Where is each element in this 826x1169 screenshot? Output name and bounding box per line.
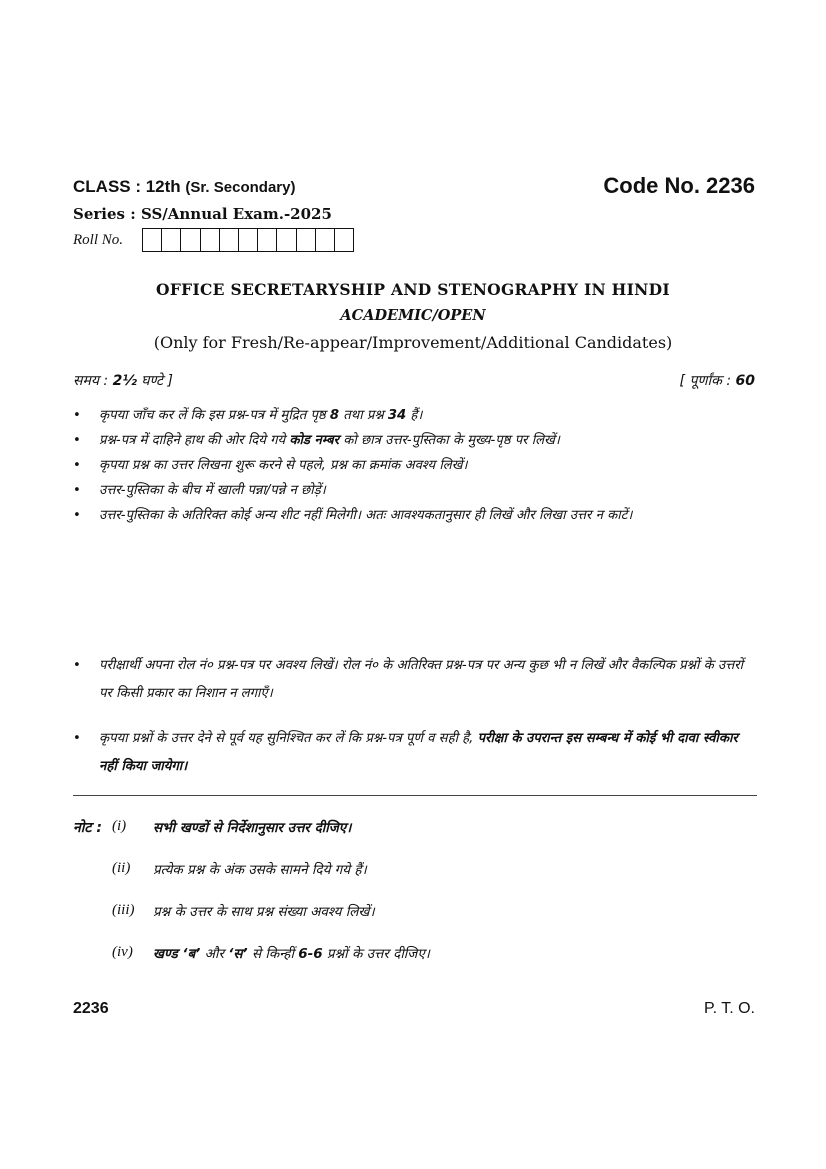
instruction-text: तथा प्रश्न [339, 408, 388, 423]
note-text-bold: ‘ब’ [182, 946, 201, 962]
roll-no-boxes[interactable] [142, 228, 354, 252]
series-line: Series : SS/Annual Exam.-2025 [73, 205, 332, 223]
class-line [73, 177, 295, 197]
time-label: समय : [73, 373, 113, 389]
bullet-icon: • [73, 508, 81, 523]
bullet-icon: • [73, 658, 81, 673]
divider [73, 795, 757, 796]
note-text: प्रश्न के उत्तर के साथ प्रश्न संख्या अवश्य लिखें। [153, 904, 375, 920]
instruction-item [73, 478, 757, 503]
roll-digit-box[interactable] [316, 229, 335, 251]
instruction-text: को छात्र उत्तर-पुस्तिका के मुख्य-पृष्ठ पर लिखें। [339, 433, 560, 448]
note-text-part: से किन्हीं [247, 946, 299, 962]
note-text-part: और [200, 946, 229, 962]
note-heading: नोट : [73, 820, 102, 836]
roll-digit-box[interactable] [220, 229, 239, 251]
instruction-bold: 34 [387, 408, 407, 423]
roll-digit-box[interactable] [239, 229, 258, 251]
note-text-bold: 6-6 [298, 946, 323, 962]
max-marks [680, 371, 755, 390]
roll-digit-box[interactable] [258, 229, 277, 251]
bullet-icon: • [73, 433, 81, 448]
roll-digit-box[interactable] [143, 229, 162, 251]
roll-digit-box[interactable] [162, 229, 181, 251]
roll-digit-box[interactable] [277, 229, 296, 251]
instruction-text: कृपया प्रश्न का उत्तर लिखना शुरू करने से पहले, प्रश्न का क्रमांक अवश्य लिखें। [99, 458, 468, 473]
note-item [112, 902, 135, 919]
candidates-note: (Only for Fresh/Re-appear/Improvement/Additional Candidates) [153, 333, 673, 352]
note-text: प्रत्येक प्रश्न के अंक उसके सामने दिये गये हैं। [153, 862, 367, 878]
note-text [153, 818, 351, 836]
note-text-bold: सभी खण्डों से निर्देशानुसार उत्तर दीजिए। [153, 820, 352, 836]
note-number: (iii) [112, 902, 135, 918]
note-text [153, 944, 430, 962]
instruction-item [73, 428, 757, 453]
roll-no-label: Roll No. [73, 232, 124, 248]
instruction-item [73, 403, 757, 428]
marks-label: [ पूर्णांक : [679, 373, 736, 389]
instruction-text: कृपया जाँच कर लें कि इस प्रश्न-पत्र में मुद्रित पृष्ठ [99, 408, 330, 423]
instruction-text: प्रश्न-पत्र में दाहिने हाथ की ओर दिये गये [99, 433, 290, 448]
instruction-bold: परीक्षा के उपरान्त इस सम्बन्ध में कोई भी दावा स्वीकार नहीं किया जायेगा। [99, 731, 738, 774]
instruction-text: हैं। [406, 408, 423, 423]
stream-label: ACADEMIC/OPEN [340, 307, 486, 324]
instruction-item [73, 652, 757, 708]
instruction-bold: कोड नम्बर [289, 433, 340, 448]
instruction-item [73, 453, 757, 478]
note-number: (i) [112, 818, 127, 834]
instruction-text: उत्तर-पुस्तिका के बीच में खाली पन्ना/पन्ने न छोड़ें। [99, 483, 326, 498]
roll-digit-box[interactable] [297, 229, 316, 251]
note-text-bold: खण्ड [153, 946, 183, 962]
instruction-bold: 8 [329, 408, 340, 423]
time-unit: घण्टे ] [136, 373, 174, 389]
time-allowed [73, 371, 173, 390]
roll-digit-box[interactable] [335, 229, 353, 251]
footer-code: 2236 [73, 1000, 109, 1017]
footer-pto: P. T. O. [704, 1000, 755, 1017]
instructions-top [73, 403, 757, 528]
roll-digit-box[interactable] [181, 229, 200, 251]
note-item [112, 944, 133, 961]
note-number: (iv) [112, 944, 133, 960]
bullet-icon: • [73, 458, 81, 473]
bullet-icon: • [73, 483, 81, 498]
class-sub: (Sr. Secondary) [185, 179, 296, 196]
instruction-item [73, 725, 757, 781]
bullet-icon: • [73, 408, 81, 423]
instruction-text: कृपया प्रश्नों के उत्तर देने से पूर्व यह सुनिश्चित कर लें कि प्रश्न-पत्र पूर्ण व सही है, [99, 731, 478, 746]
note-text-part: प्रश्नों के उत्तर दीजिए। [322, 946, 430, 962]
time-value: 2½ [112, 373, 137, 389]
note-text-bold: ‘स’ [228, 946, 248, 962]
roll-digit-box[interactable] [201, 229, 220, 251]
note-item [112, 860, 130, 877]
class-label: CLASS : 12th [73, 177, 181, 196]
instructions-bottom [73, 652, 757, 798]
note-label [73, 818, 102, 837]
bullet-icon: • [73, 731, 81, 746]
subject-title: OFFICE SECRETARYSHIP AND STENOGRAPHY IN HINDI [156, 280, 670, 299]
marks-value: 60 [735, 373, 755, 389]
instruction-text: उत्तर-पुस्तिका के अतिरिक्त कोई अन्य शीट नहीं मिलेगी। अतः आवश्यकतानुसार ही लिखें और लिखा उत्तर न काटें। [99, 508, 633, 523]
note-item [112, 818, 126, 835]
instruction-item [73, 503, 757, 528]
code-number: Code No. 2236 [603, 173, 755, 198]
note-number: (ii) [112, 860, 131, 876]
instruction-text: परीक्षार्थी अपना रोल नं० प्रश्न-पत्र पर अवश्य लिखें। रोल नं० के अतिरिक्त प्रश्न-पत्र पर अन्य कुछ भी न लिखें और वैकल्पिक प्रश्नों के उत्तरों पर किसी प्रकार का निशान न लगाएँ। [99, 658, 744, 701]
